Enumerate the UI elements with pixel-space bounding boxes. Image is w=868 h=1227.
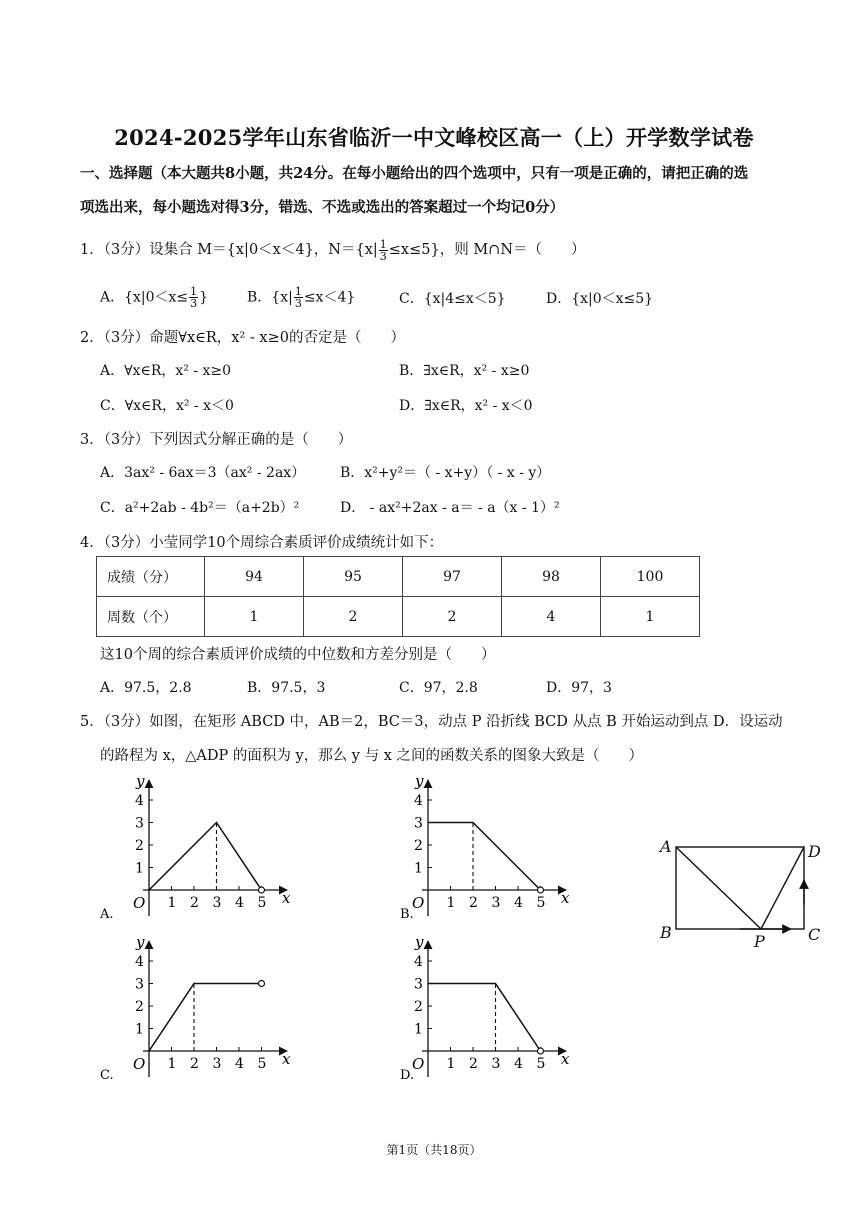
x-tick-label: 1 <box>167 895 177 911</box>
x-tick-label: 4 <box>235 895 244 911</box>
page-footer: 第1页（共18页） <box>386 1143 482 1157</box>
x-axis-label: x <box>561 1050 570 1068</box>
question-4-option-a: A．97.5，2.8 <box>100 680 192 696</box>
function-line <box>428 984 541 1052</box>
question-2-option-b: B．∃x∈R，x² - x≥0 <box>399 363 530 379</box>
y-tick-label: 1 <box>414 860 423 877</box>
origin-label: O <box>412 894 425 912</box>
question-3-option-d: D． - ax²+2ax - a＝ - a（x - 1）² <box>340 500 560 516</box>
x-tick-label: 5 <box>536 895 546 911</box>
open-endpoint <box>538 1048 544 1054</box>
question-3-stem: 3．（3分）下列因式分解正确的是（ ） <box>80 432 353 448</box>
origin-label: O <box>412 1055 425 1073</box>
question-2-stem: 2．（3分）命题∀x∈R，x² - x≥0的否定是（ ） <box>80 330 405 346</box>
x-tick-label: 2 <box>190 1056 199 1072</box>
table-cell: 4 <box>502 597 601 637</box>
x-tick-label: 5 <box>536 1056 546 1072</box>
y-tick-label: 2 <box>135 999 144 1015</box>
y-axis-label: y <box>415 772 424 790</box>
table-cell: 1 <box>205 597 304 637</box>
y-tick-label: 3 <box>414 815 423 832</box>
question-1-stem: 1．（3分）设集合 M＝{x|0＜x＜4}，N＝{x| $\frac{1}{3}$ ≤x≤5}，则 M∩N＝（ ） <box>80 237 586 263</box>
x-tick-label: 1 <box>446 895 456 911</box>
rectangle-figure <box>676 847 804 929</box>
x-axis-label: x <box>561 889 570 907</box>
fraction: $\frac{1}{3}$ <box>379 237 387 263</box>
y-axis-label: y <box>415 933 424 951</box>
question-2-option-a: A．∀x∈R，x² - x≥0 <box>100 363 232 379</box>
y-tick-label: 2 <box>135 838 144 854</box>
x-tick-label: 4 <box>235 1056 244 1072</box>
x-tick-label: 2 <box>469 895 478 911</box>
section-heading-line2: 项选出来，每小题选对得3分，错选、不选或选出的答案超过一个均记0分） <box>80 199 565 216</box>
open-endpoint <box>538 887 544 893</box>
x-tick-label: 1 <box>446 1056 456 1072</box>
y-tick-label: 2 <box>414 999 423 1015</box>
question-3-option-b: B．x²+y²＝（ - x+y）（ - x - y） <box>340 465 551 481</box>
y-axis-label: y <box>136 772 145 790</box>
x-tick-label: 3 <box>491 1056 501 1072</box>
y-tick-label: 4 <box>135 793 144 809</box>
question-1-option-d: D．{x|0＜x≤5} <box>546 291 654 307</box>
table-cell: 1 <box>601 597 700 637</box>
function-graph-c <box>100 933 291 1083</box>
x-tick-label: 4 <box>514 895 523 911</box>
section-heading-line1: 一、选择题（本大题共8小题，共24分。在每小题给出的四个选项中，只有一项是正确的，请把正确的选 <box>80 165 749 182</box>
question-4-option-c: C．97，2.8 <box>399 680 478 696</box>
y-tick-label: 4 <box>414 954 423 970</box>
vertex-label-c: C <box>808 925 821 944</box>
question-2-option-c: C．∀x∈R，x² - x＜0 <box>100 398 234 414</box>
graph-option-label: C. <box>100 1068 114 1083</box>
y-tick-label: 1 <box>135 1021 144 1038</box>
x-tick-label: 5 <box>257 895 267 911</box>
open-endpoint <box>259 981 265 987</box>
y-tick-label: 3 <box>135 976 144 993</box>
y-tick-label: 4 <box>135 954 144 970</box>
x-tick-label: 2 <box>190 895 199 911</box>
question-3-option-c: C．a²+2ab - 4b²＝（a+2b）² <box>100 500 300 516</box>
y-tick-label: 2 <box>414 838 423 854</box>
graph-option-label: B. <box>400 907 414 922</box>
table-cell: 94 <box>205 557 304 597</box>
x-tick-label: 3 <box>212 895 222 911</box>
x-tick-label: 3 <box>491 895 501 911</box>
function-line <box>428 823 541 891</box>
table-cell: 100 <box>601 557 700 597</box>
question-4-option-b: B．97.5，3 <box>247 680 326 696</box>
x-axis-label: x <box>282 889 291 907</box>
function-graph-a <box>99 772 291 922</box>
x-tick-label: 1 <box>167 1056 177 1072</box>
y-tick-label: 4 <box>414 793 423 809</box>
question-4-stem: 4．（3分）小莹同学10个周综合素质评价成绩统计如下： <box>80 535 444 551</box>
table-cell: 98 <box>502 557 601 597</box>
page-title: 2024-2025学年山东省临沂一中文峰校区高一（上）开学数学试卷 <box>114 125 754 150</box>
open-endpoint <box>259 887 265 893</box>
question-2-option-d: D．∃x∈R，x² - x＜0 <box>399 398 533 414</box>
origin-label: O <box>133 1055 146 1073</box>
question-1-option-a: A．{x|0＜x≤ $\frac{1}{3}$ } <box>100 285 209 310</box>
vertex-label-p: P <box>754 932 765 951</box>
question-1-option-b: B．{x| $\frac{1}{3}$ ≤x＜4} <box>247 285 356 310</box>
table-cell: 97 <box>403 557 502 597</box>
table-row-header: 成绩（分） <box>97 557 205 597</box>
x-tick-label: 4 <box>514 1056 523 1072</box>
vertex-label-b: B <box>660 923 672 942</box>
origin-label: O <box>133 894 146 912</box>
function-line <box>149 984 262 1052</box>
vertex-label-d: D <box>808 842 821 861</box>
y-tick-label: 3 <box>135 815 144 832</box>
x-tick-label: 3 <box>212 1056 222 1072</box>
question-3-option-a: A．3ax² - 6ax＝3（ax² - 2ax） <box>100 465 306 481</box>
graph-option-label: D. <box>400 1068 415 1083</box>
function-graph-b <box>400 772 570 922</box>
y-tick-label: 3 <box>414 976 423 993</box>
y-tick-label: 1 <box>135 860 144 877</box>
question-1-option-c: C．{x|4≤x＜5} <box>399 291 506 307</box>
question-4-question: 这10个周的综合素质评价成绩的中位数和方差分别是（ ） <box>100 647 496 663</box>
x-tick-label: 2 <box>469 1056 478 1072</box>
table-row-header: 周数（个） <box>97 597 205 637</box>
question-5-stem-line2: 的路程为 x，△ADP 的面积为 y，那么 y 与 x 之间的函数关系的图象大致是（ ） <box>100 748 644 764</box>
table-cell: 2 <box>304 597 403 637</box>
graph-option-label: A. <box>100 907 114 922</box>
y-tick-label: 1 <box>414 1021 423 1038</box>
question-5-stem-line1: 5．（3分）如图，在矩形 ABCD 中，AB＝2，BC＝3，动点 P 沿折线 BCD 从点 B 开始运动到点 D．设运动 <box>80 714 783 730</box>
x-axis-label: x <box>282 1050 291 1068</box>
vertex-label-a: A <box>660 837 672 856</box>
table-cell: 2 <box>403 597 502 637</box>
function-graph-d <box>400 933 570 1083</box>
question-4-option-d: D．97，3 <box>546 680 612 696</box>
y-axis-label: y <box>136 933 145 951</box>
x-tick-label: 5 <box>257 1056 267 1072</box>
table-cell: 95 <box>304 557 403 597</box>
function-line <box>149 823 262 891</box>
